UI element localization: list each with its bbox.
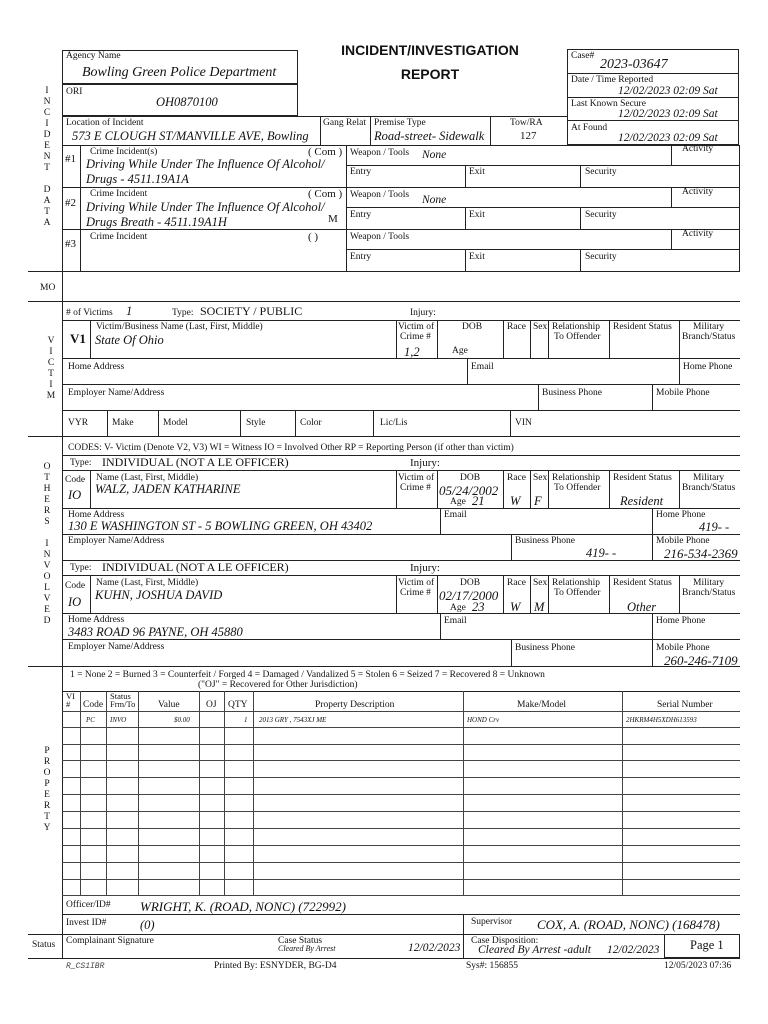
person-1-code: IO	[68, 488, 82, 502]
person-2-race: W	[510, 600, 521, 614]
person-1-rel-label: Relationship	[552, 473, 601, 483]
person-1-voc-label2: Crime #	[400, 483, 431, 493]
person-2-email-label: Email	[444, 616, 467, 626]
crime-2-security-label: Security	[585, 210, 617, 220]
crime-2-label: Crime Incident	[90, 189, 148, 199]
victim-of-crime: 1,2	[404, 345, 420, 359]
victim-of-crime-label2: Crime #	[400, 332, 431, 342]
property-row-serial: 2HKRM4H5XDH613593	[626, 716, 697, 724]
person-1-name-label: Name (Last, First, Middle)	[96, 473, 199, 483]
crime-3-com: ( )	[308, 231, 319, 243]
premise-label: Premise Type	[374, 118, 426, 128]
crime-2-weapon: None	[422, 194, 447, 206]
person-2-rel-label: Relationship	[552, 578, 601, 588]
vehicle-make-label: Make	[112, 418, 134, 428]
person-1-injury-label: Injury:	[410, 457, 440, 469]
date-reported-label: Date / Time Reported	[571, 75, 654, 85]
page-number: Page 1	[690, 938, 724, 952]
person-2-home-phone-label: Home Phone	[656, 616, 706, 626]
vehicle-vin-label: VIN	[515, 418, 532, 428]
person-1-military-label: Military	[693, 473, 725, 483]
person-1-race-label: Race	[507, 473, 526, 483]
person-2-age-label: Age	[450, 603, 466, 613]
property-legend: 1 = None 2 = Burned 3 = Counterfeit / Forged 4 = Damaged / Vandalized 5 = Stolen 6 = Seized 7 = Recovered 8 = Unknown	[70, 670, 545, 680]
person-2-race-label: Race	[507, 578, 526, 588]
ori-label: ORI	[66, 87, 83, 97]
section-property: P R O P E R T Y	[43, 746, 51, 833]
person-2-type: INDIVIDUAL (NOT A LE OFFICER)	[102, 560, 289, 574]
crime-3-exit-label: Exit	[469, 252, 485, 262]
ori-value: OH0870100	[156, 95, 218, 109]
property-header-description: Property Description	[315, 700, 395, 710]
section-victim: V I C T I M	[46, 336, 56, 401]
person-2-age: 23	[472, 600, 485, 614]
officer-value: WRIGHT, K. (ROAD, NONC) (722992)	[140, 899, 346, 914]
person-1-resident-label: Resident Status	[613, 473, 672, 483]
crime-3-security-label: Security	[585, 252, 617, 262]
section-status: Status	[32, 940, 56, 950]
property-row-description: 2013 GRY , 7543XJ ME	[259, 716, 327, 724]
crime-1-exit-label: Exit	[469, 167, 485, 177]
crime-1-line2: Drugs - 4511.19A1A	[86, 172, 189, 186]
vehicle-lic-label: Lic/Lis	[380, 418, 408, 428]
person-2-voc-label2: Crime #	[400, 588, 431, 598]
case-disposition: Cleared By Arrest -adult	[478, 944, 591, 956]
agency-label: Agency Name	[66, 51, 121, 61]
form-code: R_CS1IBR	[66, 962, 105, 971]
victim-home-address-label: Home Address	[68, 362, 125, 372]
last-secure-label: Last Known Secure	[571, 99, 646, 109]
property-row-code: PC	[86, 716, 95, 724]
location-value: 573 E CLOUGH ST/MANVILLE AVE, Bowling	[72, 129, 309, 143]
last-secure: 12/02/2023 02:09 Sat	[618, 108, 718, 120]
crime-1-weapon: None	[422, 149, 447, 161]
gang-label: Gang Relat	[323, 118, 367, 128]
victim-age-label: Age	[452, 346, 468, 356]
person-2-sex-label: Sex	[533, 578, 548, 588]
victim-home-phone-label: Home Phone	[683, 362, 733, 372]
date-reported: 12/02/2023 02:09 Sat	[618, 85, 718, 97]
crime-3-entry-label: Entry	[350, 252, 372, 262]
person-1-business-phone: 419- -	[586, 546, 617, 560]
person-2-military-label: Military	[693, 578, 725, 588]
agency-name: Bowling Green Police Department	[82, 65, 277, 80]
person-1-email-label: Email	[444, 510, 467, 520]
person-2-name: KUHN, JOSHUA DAVID	[95, 588, 223, 602]
property-legend-oj: ("OJ" = Recovered for Other Jurisdiction)	[198, 680, 358, 690]
officer-label: Officer/ID#	[66, 900, 111, 910]
crime-1-line1: Driving While Under The Influence Of Alcohol/	[86, 157, 325, 171]
crime-2-entry-label: Entry	[350, 210, 372, 220]
crime-2-line1: Driving While Under The Influence Of Alcohol/	[86, 200, 325, 214]
crime-1-weapon-label: Weapon / Tools	[350, 148, 410, 158]
crime-1-activity-label: Activity	[682, 144, 714, 154]
victim-business-phone-label: Business Phone	[542, 388, 602, 398]
printed-by: Printed By: ESNYDER, BG-D4	[214, 961, 337, 971]
person-2-resident-label: Resident Status	[613, 578, 672, 588]
at-found-label: At Found	[571, 123, 608, 133]
person-2-mobile-label: Mobile Phone	[656, 643, 710, 653]
person-2-rel-label2: To Offender	[554, 588, 601, 598]
person-1-business-phone-label: Business Phone	[515, 536, 575, 546]
crime-2-flag: M	[328, 213, 338, 225]
victim-count-label: # of Victims	[66, 308, 113, 318]
case-disposition-label: Case Disposition:	[471, 936, 539, 946]
vehicle-color-label: Color	[300, 418, 322, 428]
case-status-date: 12/02/2023	[408, 942, 461, 954]
person-1-name: WALZ, JADEN KATHARINE	[95, 482, 241, 496]
case-status-value: Cleared By Arrest	[278, 944, 336, 953]
person-1-home-address-label: Home Address	[68, 510, 125, 520]
person-2-voc-label: Victim of	[398, 578, 435, 588]
person-2-type-label: Type:	[70, 563, 92, 573]
section-mo: MO	[40, 283, 56, 293]
person-2-business-phone-label: Business Phone	[515, 643, 575, 653]
crime-2-weapon-label: Weapon / Tools	[350, 190, 410, 200]
invest-id: (0)	[140, 918, 155, 932]
person-2-name-label: Name (Last, First, Middle)	[96, 578, 199, 588]
victim-dob-label: DOB	[462, 322, 483, 332]
person-1-home-phone: 419- -	[699, 520, 730, 534]
property-header-qty: QTY	[228, 700, 248, 710]
person-1-mobile: 216-534-2369	[664, 546, 738, 561]
person-2-code-label: Code	[65, 581, 86, 591]
victim-name: State Of Ohio	[95, 333, 164, 347]
complainant-signature-label: Complainant Signature	[66, 936, 154, 946]
person-2-code: IO	[68, 595, 82, 609]
person-1-age-label: Age	[450, 497, 466, 507]
victim-id: V1	[70, 331, 86, 346]
crime-2-com: ( Com )	[308, 188, 343, 200]
supervisor-label: Supervisor	[471, 917, 513, 927]
person-2-mobile: 260-246-7109	[664, 653, 738, 668]
person-1-voc-label: Victim of	[398, 473, 435, 483]
print-datetime: 12/05/2023 07:36	[664, 961, 732, 971]
at-found: 12/02/2023 02:09 Sat	[618, 132, 718, 144]
property-header-oj: OJ	[206, 700, 217, 710]
tow-value: 127	[520, 130, 537, 142]
person-1-race: W	[510, 494, 521, 508]
case-number: 2023-03647	[600, 57, 668, 72]
crime-2-activity-label: Activity	[682, 187, 714, 197]
victim-military-label2: Branch/Status	[682, 332, 736, 342]
tow-label: Tow/RA	[510, 118, 543, 128]
person-2-dob: 02/17/2000	[439, 588, 499, 603]
crime-3-number: #3	[65, 238, 76, 250]
property-header-code: Code	[83, 700, 104, 710]
person-2-military-label2: Branch/Status	[682, 588, 736, 598]
person-1-sex-label: Sex	[533, 473, 548, 483]
person-2-address: 3483 ROAD 96 PAYNE, OH 45880	[68, 625, 243, 639]
person-2-home-address-label: Home Address	[68, 615, 125, 625]
sys-number: Sys#: 156855	[466, 961, 518, 971]
crime-1-label: Crime Incident(s)	[90, 147, 158, 157]
codes-legend: CODES: V- Victim (Denote V2, V3) WI = Witness IO = Involved Other RP = Reporting Person (if other than victim)	[68, 443, 514, 453]
section-incident-data: I N C I D E N T D A T A	[43, 86, 51, 228]
person-1-dob-label: DOB	[460, 473, 481, 483]
victim-resident-label: Resident Status	[613, 322, 672, 332]
person-1-sex: F	[534, 494, 542, 508]
crime-2-number: #2	[65, 197, 76, 209]
section-others-involved: O T H E R S I N V O L V E D	[43, 462, 51, 626]
supervisor-value: COX, A. (ROAD, NONC) (168478)	[537, 917, 720, 932]
victim-email-label: Email	[471, 362, 494, 372]
property-header-vi: VI #	[66, 691, 75, 709]
person-1-home-phone-label: Home Phone	[656, 510, 706, 520]
person-2-employer-label: Employer Name/Address	[68, 642, 165, 652]
person-1-age: 21	[472, 494, 485, 508]
property-header-serial: Serial Number	[657, 700, 713, 710]
property-row-value: $0.00	[174, 716, 190, 724]
victim-type-label: Type:	[172, 308, 194, 318]
victim-of-crime-label: Victim of	[398, 322, 435, 332]
victim-injury-label: Injury:	[410, 308, 436, 318]
location-label: Location of Incident	[66, 118, 144, 128]
person-2-resident: Other	[627, 600, 657, 614]
person-1-dob: 05/24/2002	[439, 483, 499, 498]
crime-1-entry-label: Entry	[350, 167, 372, 177]
premise-value: Road-street- Sidewalk	[374, 129, 485, 143]
victim-rel-label2: To Offender	[554, 332, 601, 342]
victim-sex-label: Sex	[533, 322, 548, 332]
person-1-type: INDIVIDUAL (NOT A LE OFFICER)	[102, 455, 289, 469]
crime-2-exit-label: Exit	[469, 210, 485, 220]
victim-count: 1	[126, 304, 133, 318]
crime-2-line2: Drugs Breath - 4511.19A1H	[86, 215, 227, 229]
victim-rel-label: Relationship	[552, 322, 601, 332]
person-1-military-label2: Branch/Status	[682, 483, 736, 493]
crime-1-security-label: Security	[585, 167, 617, 177]
report-title-line2: REPORT	[400, 66, 460, 82]
property-header-value: Value	[158, 700, 180, 710]
person-2-injury-label: Injury:	[410, 562, 440, 574]
property-row-make-model: HOND Crv	[467, 716, 500, 724]
crime-1-number: #1	[65, 153, 76, 165]
property-row-qty: 1	[244, 716, 248, 724]
case-disposition-date: 12/02/2023	[607, 944, 660, 956]
victim-race-label: Race	[507, 322, 526, 332]
property-row-status: INVO	[110, 716, 127, 724]
property-header-make-model: Make/Model	[517, 700, 567, 710]
victim-name-label: Victim/Business Name (Last, First, Middle)	[96, 322, 263, 332]
person-1-employer-label: Employer Name/Address	[68, 536, 165, 546]
victim-type: SOCIETY / PUBLIC	[200, 304, 303, 318]
vehicle-year-label: VYR	[68, 418, 89, 428]
victim-employer-label: Employer Name/Address	[68, 388, 165, 398]
person-1-rel-label2: To Offender	[554, 483, 601, 493]
crime-3-label: Crime Incident	[90, 232, 148, 242]
person-1-type-label: Type:	[70, 458, 92, 468]
person-2-sex: M	[534, 600, 545, 614]
crime-3-weapon-label: Weapon / Tools	[350, 232, 410, 242]
victim-mobile-phone-label: Mobile Phone	[656, 388, 710, 398]
person-1-code-label: Code	[65, 475, 86, 485]
person-1-address: 130 E WASHINGTON ST - 5 BOWLING GREEN, OH 43402	[68, 519, 373, 533]
report-title-line1: INCIDENT/INVESTIGATION	[341, 42, 519, 58]
person-1-mobile-label: Mobile Phone	[656, 536, 710, 546]
crime-3-activity-label: Activity	[682, 229, 714, 239]
person-1-resident: Resident	[620, 494, 664, 508]
invest-id-label: Invest ID#	[66, 918, 107, 928]
property-header-status: Status Frm/To	[110, 691, 136, 709]
crime-1-com: ( Com )	[308, 146, 343, 158]
case-number-label: Case#	[571, 51, 595, 61]
vehicle-style-label: Style	[246, 418, 266, 428]
case-status-label: Case Status	[278, 936, 323, 946]
vehicle-model-label: Model	[163, 418, 188, 428]
person-2-dob-label: DOB	[460, 578, 481, 588]
victim-military-label: Military	[693, 322, 725, 332]
